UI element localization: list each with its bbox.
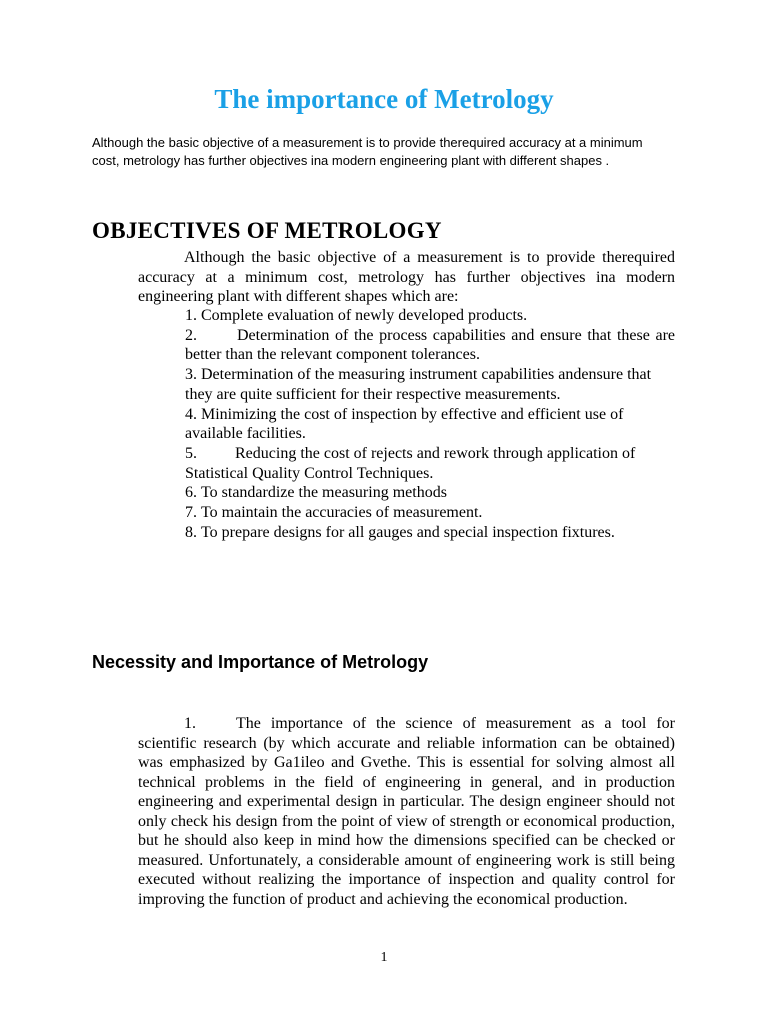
page-title: The importance of Metrology: [214, 84, 554, 114]
list-item: [185, 405, 675, 444]
list-item-number: 7.: [185, 504, 197, 522]
objectives-intro: Although the basic objective of a measurement is to provide therequired accuracy at a minimum cost, metrology has further objectives ina modern engineering plant with different shapes which are:: [138, 249, 675, 306]
necessity-paragraph: [138, 714, 675, 909]
list-item: [185, 306, 675, 326]
objectives-list: [185, 306, 675, 542]
list-item-number: 3.: [185, 366, 197, 384]
intro-paragraph: Although the basic objective of a measurement is to provide therequired accuracy at a minimum cost, metrology has further objectives ina modern engineering plant with different shapes .: [92, 135, 643, 168]
list-item-text: Complete evaluation of newly developed products.: [201, 307, 528, 324]
list-item-text: To prepare designs for all gauges and special inspection fixtures.: [201, 523, 615, 541]
list-item-text: To standardize the measuring methods: [201, 484, 447, 502]
page-number: 1: [380, 950, 388, 965]
necessity-number: 1.: [184, 715, 196, 732]
list-item-number: 8.: [185, 523, 197, 541]
list-item: [185, 444, 675, 483]
list-item-number: 1.: [185, 307, 197, 324]
list-item-number: 6.: [185, 484, 197, 502]
list-item: [185, 326, 675, 365]
list-item-number: 5.: [185, 444, 197, 462]
necessity-heading: Necessity and Importance of Metrology: [92, 652, 429, 672]
list-item-text: Determination of the process capabilities and ensure that these are better than the relevant component tolerances.: [185, 326, 675, 364]
list-item-number: 2.: [185, 326, 197, 344]
list-item: [185, 483, 675, 503]
necessity-text: The importance of the science of measurement as a tool for scientific research (by which accurate and reliable information can be obtained) was emphasized by Ga1ileo and Gvethe. This is essential for solving almost all technical problems in the field of engineering in general, and in production engineering and experimental design in particular. The design engineer should not only check his design from the point of view of strength or economical production, but he should also keep in mind how the dimensions specified can be checked or measured. Unfortunately, a considerable amount of engineering work is still being executed without realizing the importance of inspection and quality control for improving the function of product and achieving the economical production.: [138, 715, 675, 908]
list-item-number: 4.: [185, 405, 197, 423]
list-item: [185, 503, 675, 523]
objectives-heading: OBJECTIVES OF METROLOGY: [92, 218, 442, 243]
list-item-text: Minimizing the cost of inspection by effective and efficient use of available facilities.: [185, 405, 624, 443]
list-item: [185, 523, 675, 543]
list-item-text: Reducing the cost of rejects and rework through application of Statistical Quality Control Techniques.: [185, 444, 636, 482]
list-item-text: Determination of the measuring instrument capabilities andensure that they are quite sufficient for their respective measurements.: [185, 366, 652, 403]
list-item: [185, 365, 675, 404]
list-item-text: To maintain the accuracies of measurement.: [201, 504, 483, 522]
